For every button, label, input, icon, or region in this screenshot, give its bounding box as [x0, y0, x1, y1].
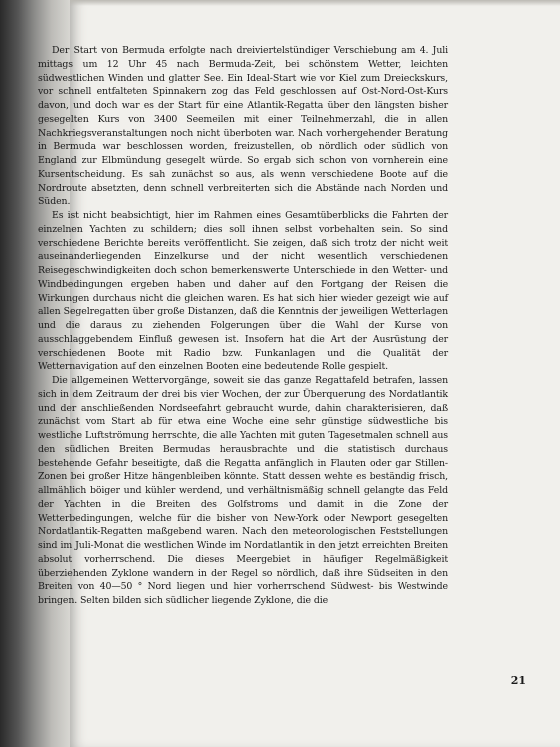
body-text [38, 44, 448, 608]
paragraph-3: Die allgemeinen Wettervorgänge, soweit sie das ganze Regattafeld betrafen, lassen sich in dem Zeitraum der drei bis vier Wochen, der zur Überquerung des Nordatlantik und der anschließenden Nordseefahrt gebraucht wurde, dahin charakterisieren, daß zunächst vom Start ab für etwa eine Woche eine sehr günstige südwestliche bis westliche Luftströmung herrschte, die alle Yachten mit guten Tagesetmalen schnell aus den südlichen Breiten Bermudas herausbrachte und die statistisch durchaus bestehende Gefahr beseitigte, daß die Regatta anfänglich in Flauten oder gar Stillen-Zonen bei großer Hitze hängenbleiben könnte. Statt dessen wehte es beständig frisch, allmählich böiger und kühler werdend, und verhältnismäßig schnell gelangte das Feld der Yachten in die Breiten des Golfstroms und damit in die Zone der Wetterbedingungen, welche für die bisher von New-York oder Newport gesegelten Nordatlantik-Regatten maßgebend waren. Nach den meteorologischen Feststellungen sind im Juli-Monat die westlichen Winde im Nordatlantik in den jetzt erreichten Breiten absolut vorherrschend. Die dieses Meergebiet in häufiger Regelmäßigkeit überziehenden Zyklone wandern in der Regel so nördlich, daß ihre Südseiten in den Breiten von 40—50 ° Nord liegen und hier vorherrschend Südwest- bis Westwinde bringen. Selten bilden sich südlicher liegende Zyklone, die die [38, 375, 448, 606]
paragraph-2: Es ist nicht beabsichtigt, hier im Rahmen eines Gesamtüberblicks die Fahrten der einzelnen Yachten zu schildern; dies soll ihnen selbst vorbehalten sein. So sind verschiedene Berichte bereits veröffentlicht. Sie zeigen, daß sich trotz der nicht weit auseinanderliegenden Einzelkurse und der nicht wesentlich verschiedenen Reisegeschwindigkeiten doch schon bemerkenswerte Unterschiede in den Wetter- und Windbedingungen ergeben haben und daher auf den Fortgang der Reisen die Wirkungen durchaus nicht die gleichen waren. Es hat sich hier wieder gezeigt wie auf allen Segelregatten über große Distanzen, daß die Kenntnis der jeweiligen Wetterlagen und die daraus zu ziehenden Folgerungen über die Wahl der Kurse von ausschlaggebendem Einfluß gewesen ist. Insofern hat die Art der Ausrüstung der verschiedenen Boote mit Radio bzw. Funkanlagen und die Qualität der Wetternavigation auf den einzelnen Booten eine bedeutende Rolle gespielt. [38, 210, 448, 373]
paragraph-1: Der Start von Bermuda erfolgte nach dreiviertelstündiger Verschiebung am 4. Juli mittags um 12 Uhr 45 nach Bermuda-Zeit, bei schönstem Wetter, leichten südwestlichen Winden und glatter See. Ein Ideal-Start wie vor Kiel zum Dreieckskurs, vor schnell entfalteten Spinnakern zog das Feld geschlossen auf Ost-Nord-Ost-Kurs davon, und doch war es der Start für eine Atlantik-Regatta über den längsten bisher gesegelten Kurs von 3400 Seemeilen mit einer Teilnehmerzahl, die in allen Nachkriegsveranstaltungen noch nicht überboten war. Nach vorhergehender Beratung in Bermuda war beschlossen worden, freizustellen, ob nördlich oder südlich von England zur Elbmündung gesegelt würde. So ergab sich schon von vornherein eine Kursentscheidung. Es sah zunächst so aus, als wenn verschiedene Boote auf die Nordroute absetzten, denn schnell verbreiterten sich die Abstände nach Norden und Süden. [38, 45, 448, 208]
page-number: 21 [510, 674, 526, 687]
page-top-edge [70, 0, 560, 6]
